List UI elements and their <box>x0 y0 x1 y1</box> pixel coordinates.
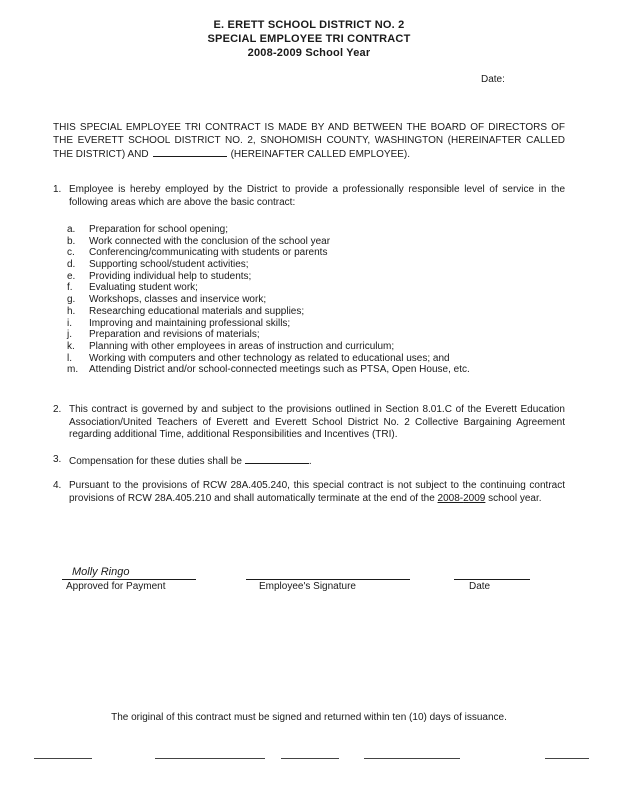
item-text: Improving and maintaining professional skills; <box>89 317 291 329</box>
item-letter: b. <box>67 235 76 247</box>
list-item <box>67 282 567 294</box>
list-item <box>67 247 567 259</box>
list-item <box>67 329 567 341</box>
scan-mark <box>34 758 92 759</box>
item-text: Providing individual help to students; <box>89 270 252 282</box>
scan-artifacts <box>0 758 618 768</box>
item-text: Working with computers and other technology as related to educational uses; and <box>89 352 450 364</box>
item-letter: m. <box>67 364 79 376</box>
item-text: Supporting school/student activities; <box>89 259 249 271</box>
document-header <box>0 18 618 60</box>
intro-text-2: (HEREINAFTER CALLED EMPLOYEE). <box>230 149 411 160</box>
item-text: Preparation and revisions of materials; <box>89 329 260 341</box>
footer-note: The original of this contract must be signed and returned within ten (10) days of issuance. <box>111 712 507 723</box>
rcw-tail: school year. <box>488 492 542 504</box>
item-text: Workshops, classes and inservice work; <box>89 294 267 306</box>
item-letter: e. <box>67 270 76 282</box>
compensation-blank <box>245 454 309 464</box>
item-letter: d. <box>67 259 76 271</box>
scan-mark <box>364 758 460 759</box>
list-item <box>67 306 567 318</box>
list-item <box>67 259 567 271</box>
paragraph-text <box>69 480 565 505</box>
employee-signature-line <box>246 579 410 580</box>
item-letter: f. <box>67 282 73 294</box>
paragraph-text: This contract is governed by and subject to the provisions outlined in Section 8.01.C of the Everett Education Association/United Teachers of Everett and Everett School District No. 2 Collective Bargaining Agreement regarding additional Time, additional Responsibilities and Incentives (TRI). <box>69 404 565 440</box>
item-letter: g. <box>67 294 76 306</box>
employee-signature-label: Employee's Signature <box>259 581 356 592</box>
item-letter: l. <box>67 352 72 364</box>
item-letter: k. <box>67 340 75 352</box>
scan-mark <box>545 758 589 759</box>
intro-paragraph <box>53 122 565 162</box>
paragraph-3 <box>53 454 565 469</box>
item-text: Conferencing/communicating with students or parents <box>89 247 328 259</box>
item-text: Evaluating student work; <box>89 282 198 294</box>
list-item <box>67 353 567 365</box>
item-text: Attending District and/or school-connected meetings such as PTSA, Open House, etc. <box>89 364 470 376</box>
item-text: Researching educational materials and supplies; <box>89 305 305 317</box>
item-text: Planning with other employees in areas of instruction and curriculum; <box>89 340 395 352</box>
item-letter: i. <box>67 317 72 329</box>
paragraph-4 <box>53 480 565 505</box>
year-start: 2008- <box>437 492 464 504</box>
paragraph-1 <box>53 184 565 209</box>
date-label: Date: <box>481 74 505 85</box>
signature-block <box>0 566 618 606</box>
compensation-text: Compensation for these duties shall be <box>69 456 242 467</box>
signature-date-label: Date <box>469 581 491 592</box>
date-signature-line <box>454 579 530 580</box>
scan-mark <box>281 758 339 759</box>
paragraph-text <box>69 454 565 469</box>
list-item <box>67 224 567 236</box>
paragraph-2 <box>53 404 565 442</box>
list-item <box>67 364 567 376</box>
list-item <box>67 318 567 330</box>
list-item <box>67 236 567 248</box>
rcw-text: Pursuant to the provisions of RCW 28A.405.240, this special contract is not subject to the continuing contract provisions of RCW 28A.405.210 and shall automatically terminate at the end of the <box>69 480 565 504</box>
item-letter: h. <box>67 305 76 317</box>
approval-signature-line <box>62 579 196 580</box>
approver-signature: Molly Ringo <box>72 566 130 578</box>
district-title: E. ERETT SCHOOL DISTRICT NO. 2 <box>213 19 405 31</box>
list-item <box>67 341 567 353</box>
employee-name-blank <box>153 147 227 157</box>
item-text: Work connected with the conclusion of the school year <box>89 235 331 247</box>
list-item <box>67 271 567 283</box>
list-item <box>67 294 567 306</box>
item-letter: a. <box>67 224 76 235</box>
paragraph-text: Employee is hereby employed by the District to provide a professionally responsible level of service in the following areas which are above the basic contract: <box>69 184 565 208</box>
item-text: Preparation for school opening; <box>89 224 228 235</box>
compensation-suffix: . <box>308 456 312 467</box>
intro-text-1: THIS SPECIAL EMPLOYEE TRI CONTRACT IS MADE BY AND BETWEEN THE BOARD OF DIRECTORS OF THE EVERETT SCHOOL DISTRICT NO. 2, SNOHOMISH COUNTY, WASHINGTON (HEREINAFTER CALLED THE DISTRICT) AND <box>53 122 565 160</box>
approved-for-payment-label: Approved for Payment <box>66 581 166 592</box>
year-end: 2009 <box>463 492 486 504</box>
paragraph-number: 2. <box>53 404 62 415</box>
item-letter: c. <box>67 247 75 259</box>
contract-title: SPECIAL EMPLOYEE TRI CONTRACT <box>207 33 411 45</box>
paragraph-number: 1. <box>53 184 62 195</box>
paragraph-number: 3. <box>53 454 62 465</box>
item-letter: j. <box>67 329 72 341</box>
paragraph-number: 4. <box>53 480 62 491</box>
school-year: 2008-2009 School Year <box>247 47 371 59</box>
service-areas-list <box>67 224 567 376</box>
scan-mark <box>155 758 265 759</box>
